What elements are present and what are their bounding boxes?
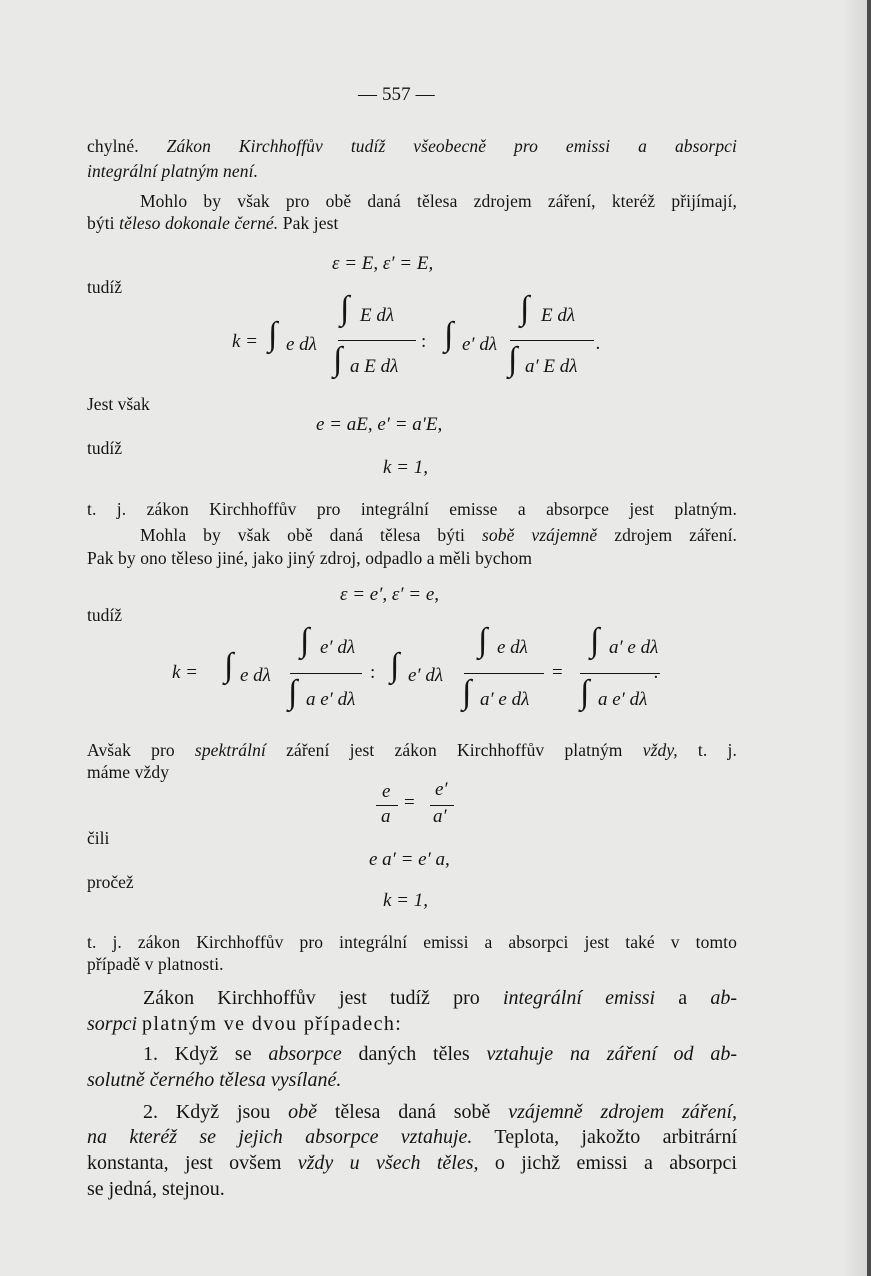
integral-sign: ∫	[590, 622, 600, 659]
para1-line2: integrální platným není.	[87, 161, 259, 181]
equation-e-aE: e = aE, e′ = a′E,	[316, 414, 443, 435]
integral-sign: ∫	[520, 290, 530, 327]
integral-sign: ∫	[340, 290, 350, 327]
para1-line1: chylné. Zákon Kirchhoffův tudíž všeobecně pro emissi a absorpci	[87, 136, 738, 156]
integral-sign: ∫	[462, 674, 472, 711]
item2-line4: se jedná, stejnou.	[87, 1178, 225, 1200]
integral-sign: ∫	[268, 316, 278, 353]
integral-sign: ∫	[300, 622, 310, 659]
item1-line2: solutně černého tělesa vysílané.	[87, 1069, 342, 1091]
page-shadow	[843, 0, 867, 1276]
para4-line1: Mohla by však obě daná tělesa býti sobě vzájemně zdrojem záření.	[140, 525, 738, 545]
para2-line2: býti těleso dokonale černé. Pak jest	[87, 213, 339, 233]
fraction-bar	[338, 340, 416, 341]
integral-sign: ∫	[580, 674, 590, 711]
label-jest-vsak: Jest však	[87, 394, 150, 414]
equation-epsilon-e: ε = e′, ε′ = e,	[340, 584, 440, 605]
fraction-bar	[290, 673, 362, 674]
item2-line2: na kteréž se jejich absorpce vztahuje. Teplota, jakožto arbitrární	[87, 1126, 737, 1148]
label-cili: čili	[87, 828, 110, 848]
para2-line1: Mohlo by však pro obě daná tělesa zdrojem záření, kteréž přijímají,	[140, 191, 737, 211]
para6-line1: t. j. zákon Kirchhoffův pro integrální emissi a absorpci jest také v tomto	[87, 932, 737, 952]
label-procez: pročež	[87, 872, 134, 892]
label-tudiz-1: tudíž	[87, 277, 122, 297]
integral-sign: ∫	[288, 674, 298, 711]
fraction-bar	[510, 340, 594, 341]
para4-line2: Pak by ono těleso jiné, jako jiný zdroj, odpadlo a měli bychom	[87, 548, 533, 568]
integral-sign: ∫	[444, 316, 454, 353]
para7-line2: sorpci platným ve dvou případech:	[87, 1013, 403, 1035]
fraction-bar	[580, 673, 660, 674]
fraction-bar	[464, 673, 544, 674]
integral-sign: ∫	[333, 341, 343, 378]
item2-line1: 2. Když jsou obě tělesa daná sobě vzájemně zdrojem záření,	[143, 1101, 738, 1123]
page-edge	[867, 0, 871, 1276]
item2-line3: konstanta, jest ovšem vždy u všech těles, o jichž emissi a absorpci	[87, 1152, 737, 1174]
integral-sign: ∫	[224, 647, 234, 684]
para3: t. j. zákon Kirchhoffův pro integrální emisse a absorpce jest platným.	[87, 499, 737, 519]
item1-line1: 1. Když se absorpce daných těles vztahuje na záření od ab-	[143, 1043, 737, 1065]
para7-line1: Zákon Kirchhoffův jest tudíž pro integrální emissi a ab-	[143, 987, 738, 1009]
label-tudiz-2: tudíž	[87, 438, 122, 458]
integral-sign: ∫	[390, 647, 400, 684]
integral-sign: ∫	[478, 622, 488, 659]
equation-epsilon-E: ε = E, ε′ = E,	[332, 253, 434, 274]
para6-line2: případě v platnosti.	[87, 954, 224, 974]
page-number: — 557 —	[358, 84, 435, 105]
para5-line2: máme vždy	[87, 762, 170, 782]
integral-sign: ∫	[508, 341, 518, 378]
equation-k-1: k = 1,	[383, 457, 429, 478]
para5-line1: Avšak pro spektrální záření jest zákon Kirchhoffův platným vždy, t. j.	[87, 740, 737, 760]
equation-k-1-again: k = 1,	[383, 890, 429, 911]
equation-ea-prime: e a′ = e′ a,	[369, 849, 450, 870]
label-tudiz-3: tudíž	[87, 605, 122, 625]
